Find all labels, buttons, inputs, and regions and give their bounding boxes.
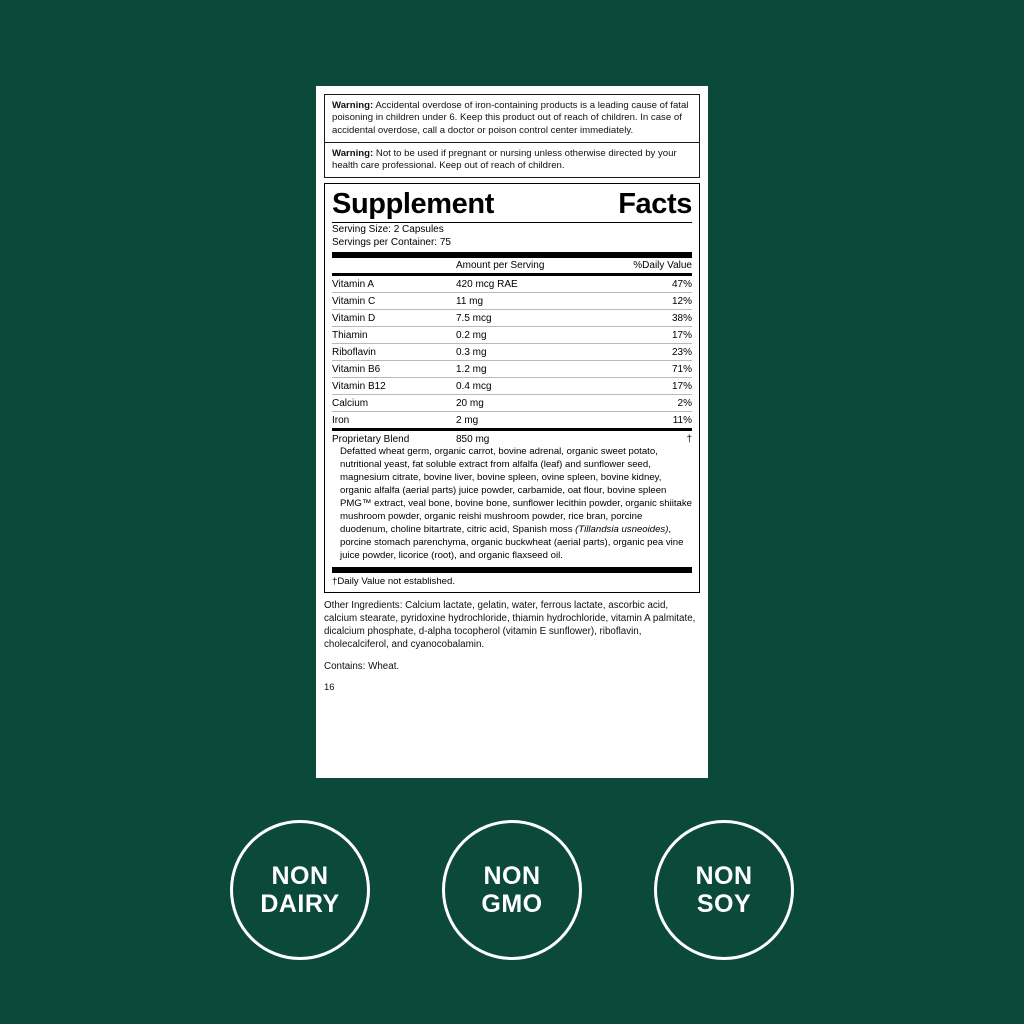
table-header-row (332, 258, 692, 273)
badge-line-2: DAIRY (260, 890, 340, 918)
nutrient-dv: 12% (671, 295, 692, 307)
servings-per-container: Servings per Container: 75 (332, 237, 451, 249)
blend-text-part1: Defatted wheat germ, organic carrot, bovine adrenal, organic sweet potato, nutritional yeast, fat soluble extract from alfalfa (leaf) and sunflower seed, magnesium citrate, bovine liver, bovine spleen, ovine spleen, bovine kidney, organic alfalfa (aerial parts) juice powder, carbamide, oat flour, bovine spleen PMG™ extract, veal bone, bovine bone, sunflower lecithin powder, organic shiitake mushroom powder, organic reishi mushroom powder, rice bran, porcine duodenum, choline bitartrate, citric acid, Spanish moss (340, 446, 692, 536)
badge-line-1: NON (695, 861, 753, 890)
nutrient-name: Vitamin B12 (332, 380, 386, 392)
proprietary-blend-row (332, 431, 692, 446)
blend-text-part2: , porcine stomach parenchyma, organic buckwheat (aerial parts), organic pea vine juice powder, licorice (root), and organic flaxseed oil. (340, 524, 684, 561)
nutrient-name: Vitamin B6 (332, 363, 381, 375)
daily-value-note: †Daily Value not established. (332, 575, 456, 587)
serving-size: Serving Size: 2 Capsules (332, 224, 444, 236)
nutrient-rows (332, 276, 692, 428)
blend-dv: † (686, 434, 692, 446)
nutrient-dv: 71% (671, 363, 692, 375)
nutrient-name: Vitamin A (332, 278, 375, 290)
nutrient-name: Riboflavin (332, 346, 376, 358)
nutrient-amount: 0.4 mcg (456, 380, 492, 392)
nutrient-dv: 17% (671, 329, 692, 341)
header-daily-value: %Daily Value (633, 260, 692, 272)
table-row (332, 394, 692, 411)
nutrient-dv: 23% (671, 346, 692, 358)
blend-text-italic: (Tillandsia usneoides) (575, 524, 669, 536)
warning-label-2: Warning: (332, 147, 374, 159)
table-row (332, 276, 692, 292)
table-row (332, 377, 692, 394)
nutrient-amount: 11 mg (456, 295, 484, 307)
warning-text-2: Not to be used if pregnant or nursing unless otherwise directed by your health care professional. Keep out of reach of children. (332, 147, 677, 172)
badge-line-2: GMO (481, 890, 543, 918)
badge-line-1: NON (271, 861, 329, 890)
nutrient-dv: 38% (671, 312, 692, 324)
other-ingredients: Other Ingredients: Calcium lactate, gelatin, water, ferrous lactate, ascorbic acid, calcium stearate, pyridoxine hydrochloride, thiamin hydrochloride, vitamin A palmitate, dicalcium phosphate, d-alpha tocopherol (vitamin E sunflower), riboflavin, cholecalciferol, and cyanocobalamin. (324, 599, 696, 650)
header-nutrient (332, 260, 456, 271)
header-amount-per-serving: Amount per Serving (456, 260, 545, 272)
nutrient-name: Iron (332, 414, 350, 426)
table-row (332, 326, 692, 343)
nutrient-dv: 2% (677, 397, 692, 409)
nutrient-amount: 7.5 mcg (456, 312, 492, 324)
warning-text-1: Accidental overdose of iron-containing products is a leading cause of fatal poisoning in children under 6. Keep this product out of reach of children. In case of accidental overdose, call a doctor or poison control center immediately. (332, 100, 689, 136)
nutrient-name: Calcium (332, 397, 369, 409)
badge-non-dairy (230, 820, 370, 960)
certification-badges (0, 820, 1024, 960)
nutrient-name: Thiamin (332, 329, 368, 341)
table-row (332, 292, 692, 309)
table-row (332, 309, 692, 326)
blend-name: Proprietary Blend (332, 434, 410, 446)
nutrient-name: Vitamin D (332, 312, 376, 324)
table-row (332, 411, 692, 428)
contains-allergens: Contains: Wheat. (324, 660, 400, 672)
warning-iron-overdose (324, 94, 700, 143)
table-row (332, 343, 692, 360)
serving-info (332, 223, 692, 251)
nutrient-dv: 11% (672, 414, 692, 426)
nutrient-amount: 420 mcg RAE (456, 278, 518, 290)
nutrient-dv: 47% (671, 278, 692, 290)
supplement-label-panel (316, 86, 708, 778)
title-facts: Facts (618, 188, 692, 221)
nutrient-amount: 20 mg (456, 397, 484, 409)
badge-non-gmo (442, 820, 582, 960)
blend-amount: 850 mg (456, 434, 490, 446)
supplement-facts-panel (324, 183, 700, 593)
nutrient-amount: 2 mg (456, 414, 479, 426)
table-row (332, 360, 692, 377)
badge-line-2: SOY (696, 890, 752, 918)
page-number: 16 (324, 681, 335, 693)
nutrient-dv: 17% (671, 380, 692, 392)
title-supplement: Supplement (332, 188, 494, 221)
nutrient-amount: 1.2 mg (456, 363, 487, 375)
badge-non-soy (654, 820, 794, 960)
supplement-facts-title (332, 188, 692, 222)
nutrient-amount: 0.2 mg (456, 329, 487, 341)
nutrient-amount: 0.3 mg (456, 346, 487, 358)
warning-label-1: Warning: (332, 100, 374, 111)
blend-ingredients (332, 446, 692, 565)
badge-line-1: NON (483, 861, 541, 890)
warning-pregnancy (324, 142, 700, 179)
nutrient-name: Vitamin C (332, 295, 376, 307)
